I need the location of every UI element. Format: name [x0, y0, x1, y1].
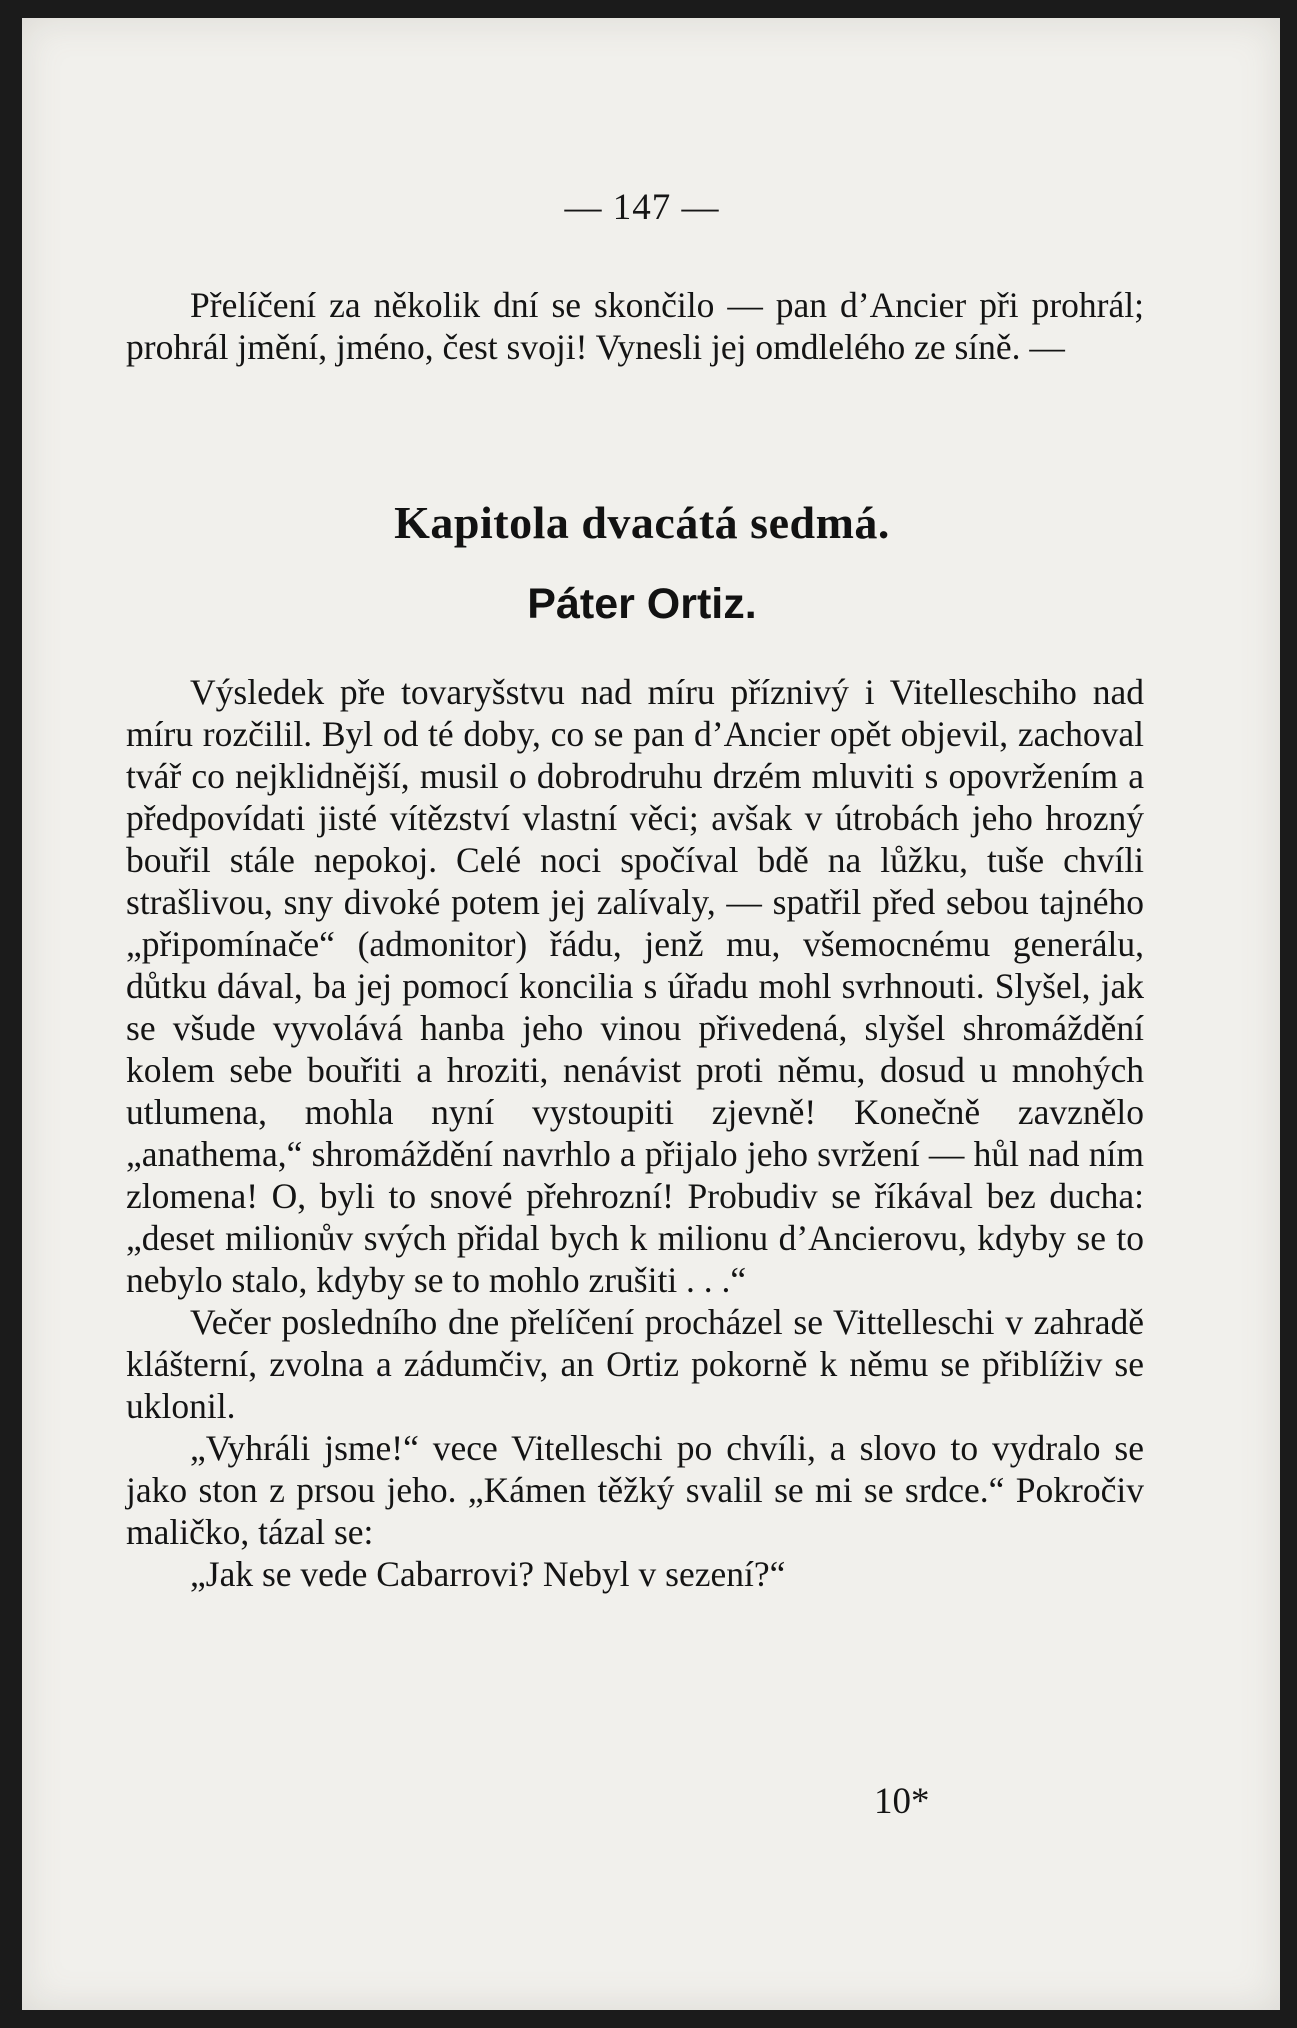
signature-mark: 10*	[874, 1781, 930, 1822]
paragraph: Přelíčení za několik dní se skončilo — pan d’Ancier při prohrál; prohrál jmění, jméno, čest svoji! Vynesli jej omdlelého ze síně. —	[126, 285, 1144, 367]
intro-text	[126, 284, 1144, 368]
page-number: — 147 —	[564, 187, 720, 228]
body-text	[126, 671, 1144, 1595]
paragraph: Večer posledního dne přelíčení procházel se Vittelleschi v zahradě klášterní, zvolna a zádumčiv, an Ortiz pokorně k němu se přiblíživ se uklonil.	[126, 1302, 1144, 1426]
paragraph: „Vyhráli jsme!“ vece Vitelleschi po chvíli, a slovo to vydralo se jako ston z prsou jeho. „Kámen těžký svalil se mi se srdce.“ Pokročiv maličko, tázal se:	[126, 1428, 1144, 1552]
paragraph: „Jak se vede Cabarrovi? Nebyl v sezení?“	[190, 1554, 786, 1594]
chapter-title: Kapitola dvacátá sedmá.	[394, 497, 890, 548]
paragraph: Výsledek pře tovaryšstvu nad míru příznivý i Vitelleschiho nad míru rozčilil. Byl od té doby, co se pan d’Ancier opět objevil, zachoval tvář co nejklidnější, musil o dobrodruhu drzém mluviti s opovržením a předpovídati jisté vítězství vlastní věci; avšak v útrobách jeho hrozný bouřil stále nepokoj. Celé noci spočíval bdě na lůžku, tuše chvíli strašlivou, sny divoké potem jej zalívaly, — spatřil před sebou tajného „připomínače“ (admonitor) řádu, jenž mu, všemocnému generálu, důtku dával, ba jej pomocí koncilia s úřadu mohl svrhnouti. Slyšel, jak se všude vyvolává hanba jeho vinou přivedená, slyšel shromáždění kolem sebe bouřiti a hroziti, nenávist proti němu, dosud u mnohých utlumena, mohla nyní vystoupiti zjevně! Konečně zavznělo „anathema,“ shromáždění navrhlo a přijalo jeho svržení — hůl nad ním zlomena! O, byli to snové přehrozní! Probudiv se říkával bez ducha: „deset milionův svých přidal bych k milionu d’Ancierovu, kdyby se to nebylo stalo, kdyby se to mohlo zrušiti . . .“	[126, 672, 1144, 1300]
book-page	[22, 18, 1280, 2010]
chapter-subtitle: Páter Ortiz.	[527, 580, 757, 628]
